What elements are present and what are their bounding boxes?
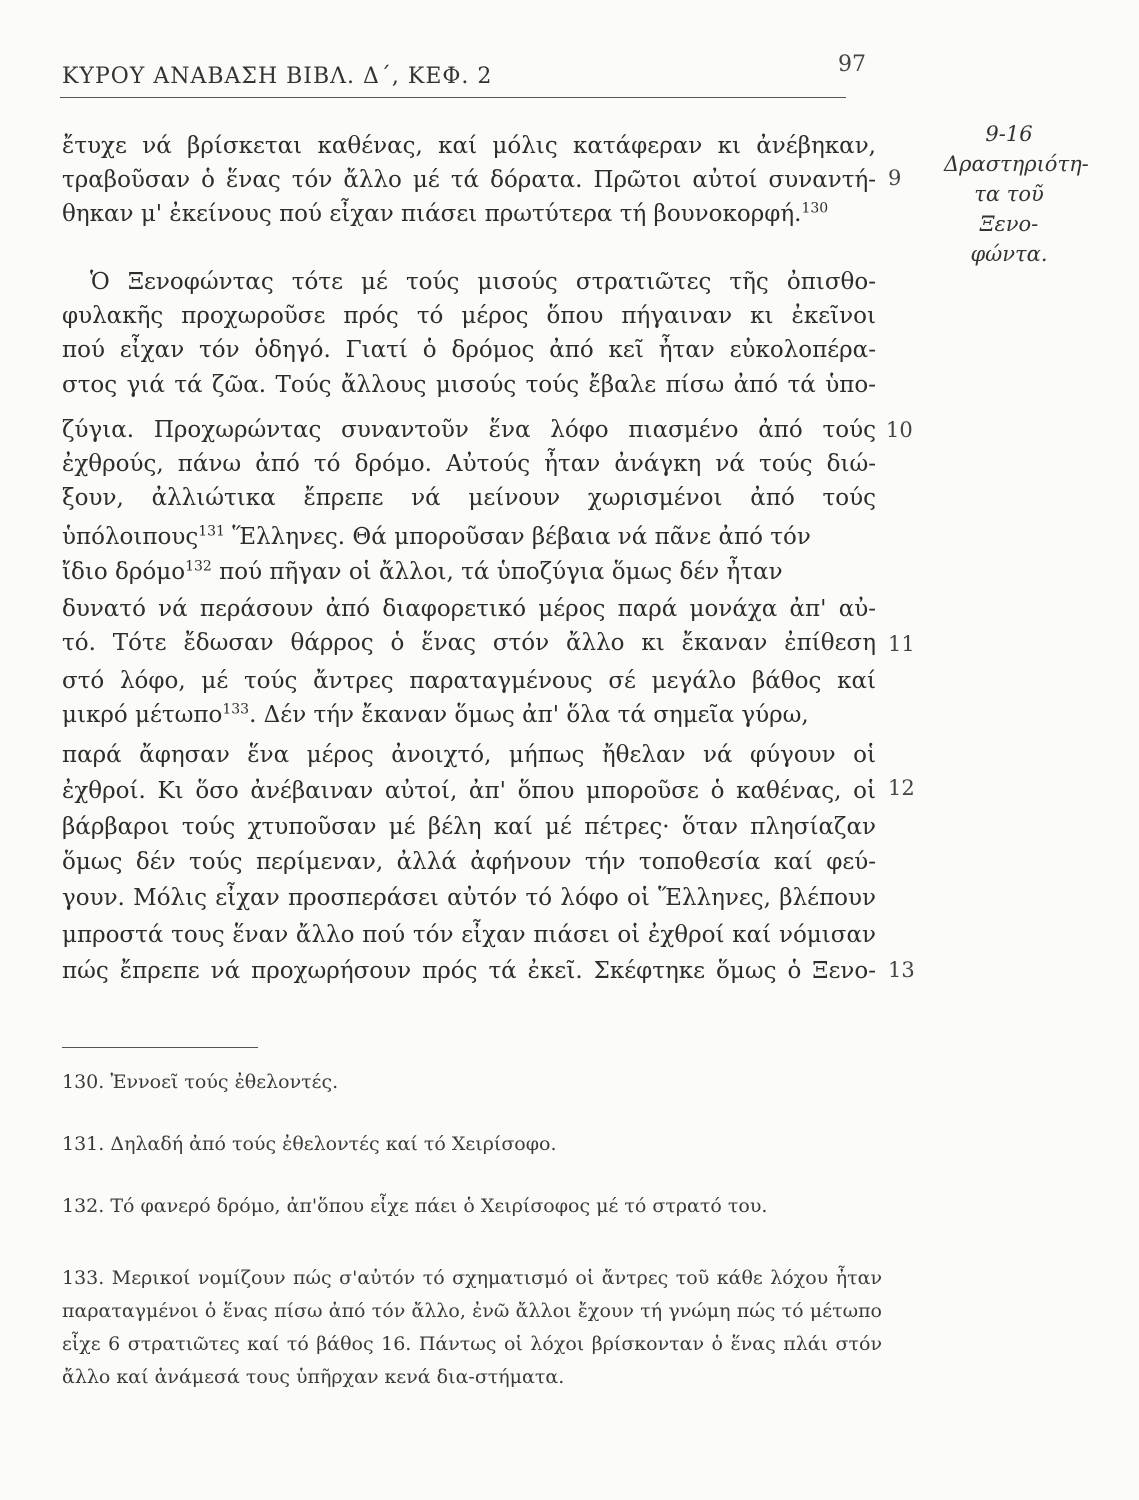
- footnote-rule: [62, 1047, 258, 1048]
- footnote: 130. Ἐννοεῖ τούς ἐθελοντές.: [62, 1071, 339, 1093]
- text-line: δυνατό νά περάσουν ἀπό διαφορετικό μέρος παρά μονάχα ἀπ' αὐ-: [62, 596, 876, 622]
- section-number: 11: [888, 632, 915, 656]
- section-number: 9: [888, 166, 902, 190]
- text-line: ἔτυχε νά βρίσκεται καθένας, καί μόλις κατάφεραν κι ἀνέβηκαν,: [62, 133, 876, 159]
- text-line-part: . Δέν τήν ἔκαναν ὅμως ἀπ' ὅλα τά σημεῖα γύρω,: [249, 702, 809, 728]
- text-line: γουν. Μόλις εἶχαν προσπεράσει αὐτόν τό λόφο οἱ Ἕλληνες, βλέπουν: [62, 885, 876, 911]
- footnote: 132. Τό φανερό δρόμο, ἀπ'ὅπου εἶχε πάει ὁ Χειρίσοφος μέ τό στρατό του.: [62, 1195, 768, 1217]
- text-line: παρά ἄφησαν ἕνα μέρος ἀνοιχτό, μήπως ἤθελαν νά φύγουν οἱ: [62, 742, 876, 768]
- footnote: 133. Μερικοί νομίζουν πώς σ'αὐτόν τό σχηματισμό οἱ ἄντρες τοῦ κάθε λόχου ἦταν παραταγμένοι ὁ ἕνας πίσω ἀπό τόν ἄλλο, ἐνῶ ἄλλοι ἔχουν τή γνώμη πώς τό μέτωπο εἶχε 6 στρατιῶτες καί τό βάθος 16. Πάντως οἱ λόχοι βρίσκονταν ὁ ἕνας πλάι στόν ἄλλο καί ἀνάμεσά τους ὑπῆρχαν κενά δια-στήματα.: [62, 1267, 882, 1388]
- text-line-part: Ἕλληνες. Θά μποροῦσαν βέβαια νά πᾶνε ἀπό τόν: [232, 524, 811, 550]
- text-line: τό. Τότε ἔδωσαν θάρρος ὁ ἕνας στόν ἄλλο κι ἔκαναν ἐπίθεση: [62, 630, 876, 656]
- text-line: στος γιά τά ζῶα. Τούς ἄλλους μισούς τούς ἔβαλε πίσω ἀπό τά ὑπο-: [62, 372, 876, 398]
- text-line: πού εἶχαν τόν ὁδηγό. Γιατί ὁ δρόμος ἀπό κεῖ ἦταν εὐκολοπέρα-: [62, 337, 876, 363]
- text-line: ἐχθροί. Κι ὅσο ἀνέβαιναν αὐτοί, ἀπ' ὅπου μποροῦσε ὁ καθένας, οἱ: [62, 778, 876, 804]
- text-line: βάρβαροι τούς χτυποῦσαν μέ βέλη καί μέ πέτρες· ὅταν πλησίαζαν: [62, 814, 876, 840]
- text-line: ὅμως δέν τούς περίμεναν, ἀλλά ἀφήνουν τήν τοποθεσία καί φεύ-: [62, 849, 876, 875]
- text-line: [62, 555, 876, 589]
- section-number: 13: [888, 958, 915, 982]
- text-line: ξουν, ἀλλιώτικα ἔπρεπε νά μείνουν χωρισμένοι ἀπό τούς: [62, 485, 876, 511]
- section-number: 10: [886, 418, 913, 442]
- text-line-part: ὑπόλοιπους: [62, 524, 199, 550]
- page-number: 97: [838, 52, 866, 77]
- footnote-ref: 132: [185, 558, 212, 575]
- text-line: Ὁ Ξενοφώντας τότε μέ τούς μισούς στρατιῶτες τῆς ὀπισθο-: [90, 269, 876, 295]
- text-line: [62, 520, 876, 554]
- text-line: ζύγια. Προχωρώντας συναντοῦν ἕνα λόφο πιασμένο ἀπό τούς: [62, 417, 876, 443]
- footnote: 131. Δηλαδή ἀπό τούς ἐθελοντές καί τό Χειρίσοφο.: [62, 1133, 557, 1155]
- text-line-part: μικρό μέτωπο: [62, 702, 223, 728]
- text-line-part: ἴδιο δρόμο: [62, 559, 186, 585]
- footnote-ref: 131: [198, 523, 225, 540]
- side-note: [944, 119, 1089, 269]
- text-line: στό λόφο, μέ τούς ἄντρες παραταγμένους σέ μεγάλο βάθος καί: [62, 668, 876, 694]
- text-line: πώς ἔπρεπε νά προχωρήσουν πρός τά ἐκεῖ. Σκέφτηκε ὅμως ὁ Ξενο-: [62, 958, 876, 984]
- header-rule: [60, 97, 846, 98]
- text-line: μπροστά τους ἕναν ἄλλο πού τόν εἶχαν πιάσει οἱ ἐχθροί καί νόμισαν: [62, 922, 876, 948]
- footnote-ref: 130: [801, 200, 829, 217]
- text-line: [62, 698, 876, 732]
- side-note-line: φώντα.: [970, 242, 1048, 266]
- text-line: [62, 197, 876, 231]
- text-line: τραβοῦσαν ὁ ἕνας τόν ἄλλο μέ τά δόρατα. Πρῶτοι αὐτοί συναντή-: [62, 167, 876, 193]
- side-note-line: Δραστηριότη-: [944, 152, 1089, 176]
- text-line-part: πού πῆγαν οἱ ἄλλοι, τά ὑποζύγια ὅμως δέν ἦταν: [219, 559, 783, 585]
- text-line: ἐχθρούς, πάνω ἀπό τό δρόμο. Αὐτούς ἦταν ἀνάγκη νά τούς διώ-: [62, 451, 876, 477]
- text-line-part: θηκαν μ' ἐκείνους πού εἶχαν πιάσει πρωτύτερα τή βουνοκορφή.: [62, 201, 802, 227]
- section-number: 12: [888, 776, 915, 800]
- running-header-title: ΚΥΡΟΥ ΑΝΑΒΑΣΗ ΒΙΒΛ. Δ΄, ΚΕΦ. 2: [62, 64, 493, 89]
- footnote-ref: 133: [222, 701, 250, 718]
- text-line: φυλακῆς προχωροῦσε πρός τό μέρος ὅπου πήγαιναν κι ἐκεῖνοι: [62, 303, 876, 329]
- side-note-range: 9-16: [985, 122, 1033, 146]
- side-note-line: τα τοῦ Ξενο-: [974, 182, 1044, 236]
